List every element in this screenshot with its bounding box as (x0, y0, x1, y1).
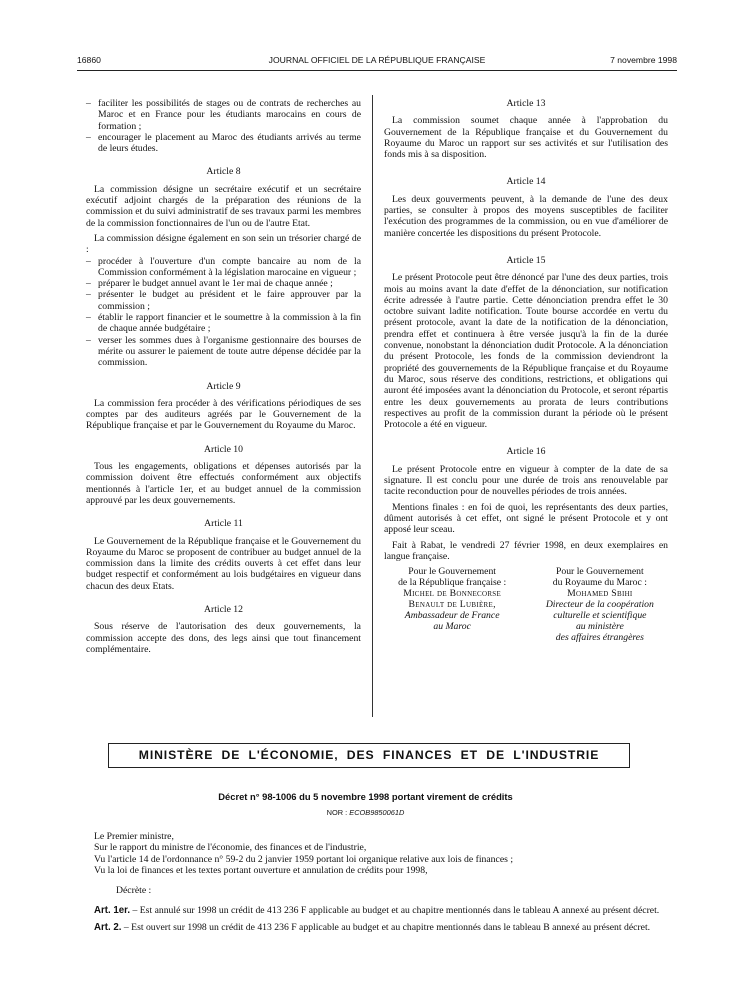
decree-body (86, 831, 676, 938)
treasurer-duties-list (86, 256, 361, 369)
signatory-role: au Maroc (433, 621, 471, 633)
article-paragraph: Le Gouvernement de la République française et le Gouvernement du Royaume du Maroc se proposent de contribuer au budget annuel de la commission dans la limite des crédits ouverts à cet effet dans leur budget respectif et conformément au lois budgétaires en vigueur dans chacun des deux Etats. (86, 535, 361, 592)
article-paragraph: La commission soumet chaque année à l'approbation du Gouvernement de la République française et du Gouvernement du Royaume du Maroc un rapport sur ses activités et sur l'utilisation des fonds mis à sa disposition. (384, 115, 668, 161)
article-heading: Article 9 (206, 380, 241, 392)
column-divider (372, 95, 373, 717)
issue-date: 7 novembre 1998 (610, 55, 677, 65)
article-paragraph: Les deux gouverments peuvent, à la demande de l'une des deux parties, se consulter à propos des moyens susceptibles de faciliter l'exécution des programmes de la commission, ou en vue d'améliorer de manière concertée les dispositions du présent Protocole. (384, 193, 668, 239)
article-paragraph: La commission désigne un secrétaire exécutif et un secrétaire exécutif adjoint chargés de la préparation des réunions de la commission et du suivi administratif de ses travaux parmi les membres de la commission fonctionnaires de l'un ou de l'autre Etat. (86, 183, 361, 229)
nor-code: ECOB9850061D (349, 808, 405, 817)
article-paragraph: Fait à Rabat, le vendredi 27 février 1998, en deux exemplaires en langue française. (384, 539, 668, 562)
signature-block (384, 566, 668, 643)
bullet-item: – verser les sommes dues à l'organisme gestionnaire des bourses de mérite ou assurer le paiement de toute autre dépense décidée par la commission. (86, 335, 361, 369)
article-heading: Article 16 (506, 446, 546, 458)
article-heading: Article 11 (204, 518, 243, 530)
page-header (77, 55, 677, 69)
signature-maroc (532, 566, 668, 643)
decrete-label: Décrète : (116, 885, 152, 897)
article-paragraph: Sous réserve de l'autorisation des deux gouvernements, la commission accepte des dons, des legs ainsi que tout financement complémentaire. (86, 621, 361, 655)
decree-line: Vu la loi de finances et les textes portant ouverture et annulation de crédits pour 1998, (94, 864, 428, 876)
article-heading: Article 14 (506, 176, 546, 188)
signatory-name: Michel de Bonnecorse (403, 588, 502, 600)
nor-reference (0, 808, 731, 817)
signatory-role: Directeur de la coopération (545, 599, 654, 611)
right-column (384, 98, 668, 643)
signature-heading: de la République française : (398, 577, 507, 589)
bullet-item: – encourager le placement au Maroc des étudiants arrivés au terme de leurs études. (86, 132, 361, 155)
article-text: – Est ouvert sur 1998 un crédit de 413 236 F applicable au budget et au chapitre mentionnés dans le tableau B annexé au présent décret. (121, 921, 651, 933)
journal-title: JOURNAL OFFICIEL DE LA RÉPUBLIQUE FRANÇAISE (268, 55, 486, 65)
signatory-name: Benault de Lubière, (408, 599, 496, 611)
nor-label: NOR : (326, 808, 348, 817)
article-paragraph: La commission désigne également en son sein un trésorier chargé de : (86, 232, 361, 256)
signatory-role: des affaires étrangères (555, 632, 644, 644)
article-paragraph: Tous les engagements, obligations et dépenses autorisés par la commission doivent être effectués conformément aux objectifs mentionnés à l'article 1er, et au budget annuel de la commission approuvé par les deux gouvernements. (86, 461, 361, 506)
article-heading: Article 12 (203, 603, 243, 615)
bullet-item: – procéder à l'ouverture d'un compte bancaire au nom de la Commission conformément à la législation marocaine en vigueur ; (86, 256, 361, 279)
signatory-role: Ambassadeur de France (404, 610, 500, 622)
article-paragraph: Le présent Protocole entre en vigueur à compter de la date de sa signature. Il est conclu pour une durée de trois ans renouvelable par tacite reconduction pour de nouvelles périodes de trois années. (384, 463, 668, 498)
article-heading: Article 8 (206, 166, 241, 178)
decree-line: Le Premier ministre, (94, 831, 174, 842)
decree-article-2 (86, 922, 676, 933)
decree-line: Vu l'article 14 de l'ordonnance n° 59-2 du 2 janvier 1959 portant loi organique relative aux lois de finances ; (94, 853, 514, 865)
decree-article-1 (86, 905, 676, 916)
decree-line: Sur le rapport du ministre de l'économie, des finances et de l'industrie, (94, 842, 367, 854)
signature-heading: du Royaume du Maroc : (552, 577, 647, 589)
article-heading: Article 10 (203, 443, 243, 455)
signature-heading: Pour le Gouvernement (408, 566, 496, 578)
bullet-item: – préparer le budget annuel avant le 1er mai de chaque année ; (86, 278, 361, 289)
article-heading: Article 13 (506, 98, 546, 109)
page-number: 16860 (77, 55, 101, 65)
bullet-item: – présenter le budget au président et le faire approuver par la commission ; (86, 289, 361, 312)
signatory-role: au ministère (575, 621, 624, 633)
article-paragraph: Le présent Protocole peut être dénoncé par l'une des deux parties, trois mois au moins avant la date d'effet de la dénonciation, sur notification écrite adressée à l'autre partie. Cette dénonciation prendra effet le 30 octobre suivant ladite notification. Toute bourse accordée en vertu du présent protocole, avant la date de la notification de la dénonciation, prendra effet et continuera à être versée jusqu'à la fin de la durée convenue, nonobstant la dénonciation dudit Protocole. A la dénonciation du présent Protocole, les fonds de la commission deviendront la propriété des gouvernements de la République française et du Royaume du Maroc, sous réserve des conditions, restrictions, et obligations qui auront été imposées avant la dénonciation du Protocole, et seront répartis entre les deux gouvernements au prorata de leurs contributions respectives au profit de la commission durant la période où le présent Protocole a été en vigueur. (384, 272, 668, 431)
signatory-name: Mohamed Sbihi (567, 588, 633, 600)
signatory-role: culturelle et scientifique (553, 610, 647, 622)
left-column (86, 98, 361, 659)
article-text: – Est annulé sur 1998 un crédit de 413 236 F applicable au budget et au chapitre mentionnés dans le tableau A annexé au présent décret. (130, 905, 660, 917)
signature-france (384, 566, 520, 643)
ministry-banner: MINISTÈRE DE L'ÉCONOMIE, DES FINANCES ET DE L'INDUSTRIE (108, 743, 630, 768)
article-paragraph: Mentions finales : en foi de quoi, les représentants des deux parties, dûment autorisés à cet effet, ont signé le présent Protocole et y ont apposé leur sceau. (384, 501, 668, 536)
article-label: Art. 1er. (94, 905, 131, 917)
article-heading: Article 15 (506, 254, 546, 266)
intro-bullets (86, 98, 361, 154)
bullet-item: – établir le rapport financier et le soumettre à la commission à la fin de chaque année budgétaire ; (86, 312, 361, 335)
header-rule (77, 70, 677, 71)
decree-title: Décret n° 98-1006 du 5 novembre 1998 portant virement de crédits (218, 791, 513, 802)
article-paragraph: La commission fera procéder à des vérifications périodiques de ses comptes par des auditeurs agréés par le Gouvernement de la République française et par le Gouvernement du Royaume du Maroc. (86, 397, 361, 432)
article-label: Art. 2. (94, 921, 122, 933)
signature-heading: Pour le Gouvernement (555, 566, 644, 578)
bullet-item: – faciliter les possibilités de stages ou de contrats de recherches au Maroc et en France pour les étudiants marocains en cours de formation ; (86, 98, 361, 132)
